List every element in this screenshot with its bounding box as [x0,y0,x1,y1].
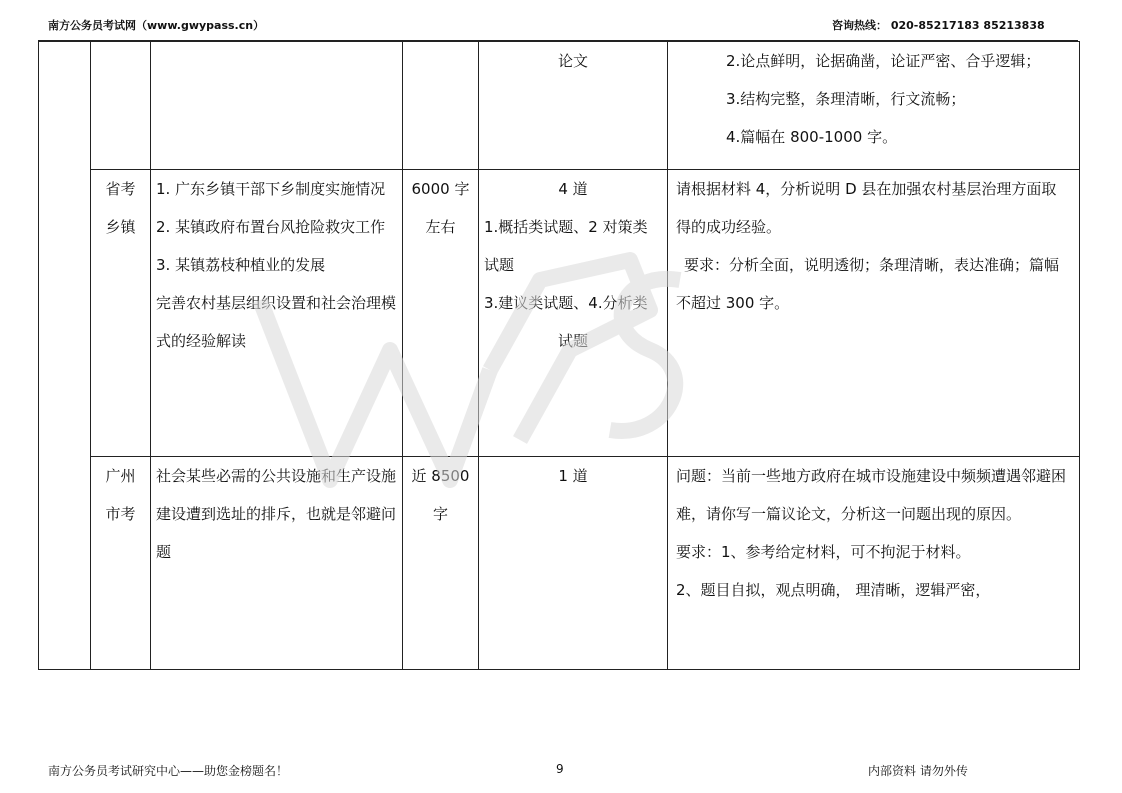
question-type: 论文 [557,52,588,70]
exam-cell [91,170,151,457]
length-cell [403,42,479,170]
footer-notice: 内部资料 请勿外传 [868,764,968,778]
requirement-line: 请根据材料 4，分析说明 D 县在加强农村基层治理方面取得的成功经验。 [676,180,1057,236]
material-item: 社会某些必需的公共设施和生产设施建设遭到选址的排斥，也就是邻避问题 [156,467,397,561]
exam-name: 广州 [105,467,136,485]
length-cell [403,457,479,670]
table-row [39,170,1080,457]
exam-cell [91,457,151,670]
requirement-line: 要求：1、参考给定材料，可不拘泥于材料。 [676,543,971,561]
materials-cell [151,42,403,170]
requirements-cell [668,457,1080,670]
requirement-line: 2、题目自拟，观点明确， 理清晰，逻辑严密， [676,581,991,599]
requirement-line: 要求：分析全面，说明透彻；条理清晰，表达准确；篇幅不超过 300 字。 [676,256,1060,312]
requirements-cell [668,170,1080,457]
material-item: 2. 某镇政府布置台风抢险救灾工作 [156,218,386,236]
page-number: 9 [556,762,564,776]
header-site-name: 南方公务员考试网（www.gwypass.cn） [48,19,265,32]
question-type: 3.建议类试题、4.分析类试题 [484,294,648,350]
materials-cell [151,170,403,457]
length-value: 近 8500 [411,467,470,485]
length-cell [403,170,479,457]
exam-cell [91,42,151,170]
materials-cell [151,457,403,670]
exam-name: 省考 [105,180,136,198]
requirement-line: 3.结构完整，条理清晰，行文流畅； [726,90,966,108]
requirement-line: 问题：当前一些地方政府在城市设施建设中频频遭遇邻避困难，请你写一篇议论文，分析这一问题出现的原因。 [676,467,1067,523]
length-value: 6000 字 [411,180,470,198]
question-count: 1 道 [558,467,588,485]
blank-column-cell [39,42,91,670]
exam-table [38,41,1080,670]
header-hotline: 咨询热线： 020-85217183 85213838 [832,19,1045,32]
footer-slogan: 南方公务员考试研究中心——助您金榜题名！ [48,764,289,778]
question-type: 1.概括类试题、2 对策类试题 [484,218,648,274]
table-row [39,457,1080,670]
requirement-line: 2.论点鲜明，论据确凿，论证严密、合乎逻辑； [726,52,1041,70]
material-item: 完善农村基层组织设置和社会治理模式的经验解读 [156,294,397,350]
requirement-line: 4.篇幅在 800-1000 字。 [726,128,898,146]
question-type-cell [479,42,668,170]
length-value: 字 [432,505,448,523]
requirements-cell [668,42,1080,170]
exam-name: 市考 [105,505,136,523]
length-value: 左右 [425,218,456,236]
exam-name: 乡镇 [105,218,136,236]
question-type-cell [479,457,668,670]
question-count: 4 道 [558,180,588,198]
material-item: 1. 广东乡镇干部下乡制度实施情况 [156,180,386,198]
question-type-cell [479,170,668,457]
material-item: 3. 某镇荔枝种植业的发展 [156,256,326,274]
table-row [39,42,1080,170]
